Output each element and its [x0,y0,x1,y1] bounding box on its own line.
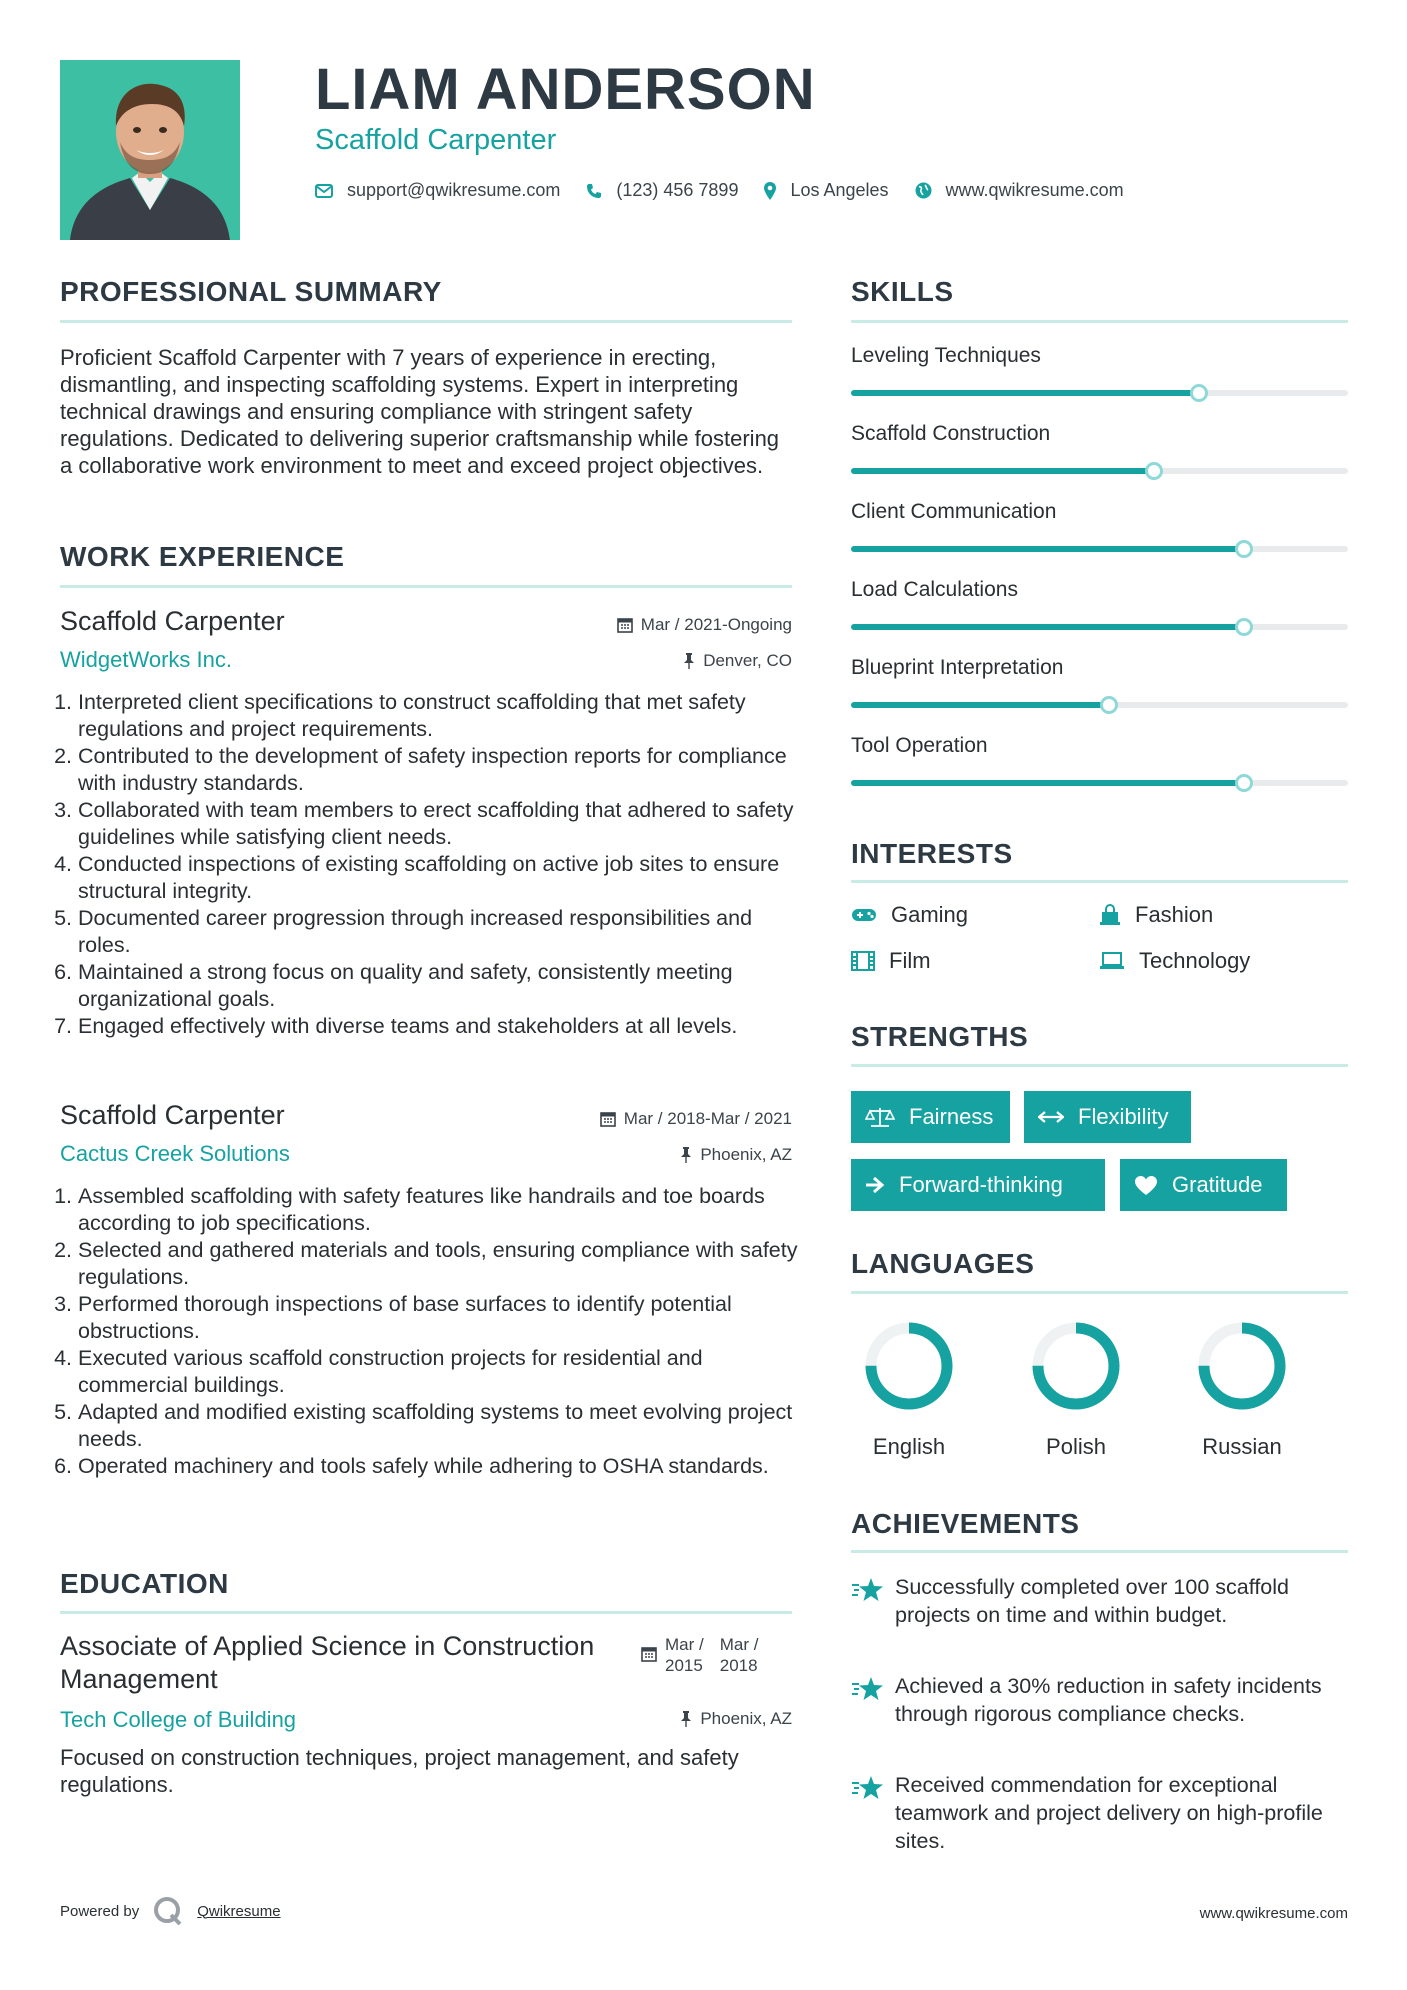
strengths-divider [851,1064,1348,1067]
strength-label: Flexibility [1078,1104,1169,1129]
language-item [1182,1318,1302,1460]
globe-icon [915,182,932,199]
job-date [540,1109,792,1129]
interest-item [851,902,968,928]
profile-photo [60,60,240,240]
footer-branding [60,1896,281,1926]
achievement-text: Successfully completed over 100 scaffold projects on time and within budget. [895,1575,1289,1627]
education-location-text: Phoenix, AZ [700,1709,792,1728]
strengths-heading: STRENGTHS [851,1021,1029,1052]
star-icon [851,1573,895,1629]
brand-link[interactable]: Qwikresume [197,1902,281,1920]
list-item: 1. Assembled scaffolding with safety features like handrails and toe boards according to job specifications. [78,1183,800,1237]
interest-item [1099,948,1250,974]
list-item: 3. Collaborated with team members to erect scaffolding that adhered to safety guidelines while satisfying client needs. [78,797,800,851]
job-duties-list [60,1183,800,1480]
skill-bar-knob [1190,384,1208,402]
strength-label: Fairness [909,1104,994,1129]
skills-divider [851,320,1348,323]
language-level-ring [1194,1318,1290,1414]
achievement-item [851,1672,1351,1728]
skill-label: Leveling Techniques [851,344,1041,367]
list-item: 4. Conducted inspections of existing scaffolding on active job sites to ensure structural integrity. [78,851,800,905]
interest-label: Fashion [1135,902,1214,927]
skill-label: Client Communication [851,500,1057,523]
calendar-icon [600,1111,616,1127]
powered-by-text: Powered by [60,1902,140,1920]
education-end [720,1634,759,1676]
list-item: 7. Engaged effectively with diverse teams and stakeholders at all levels. [78,1013,800,1040]
language-level-ring [861,1318,957,1414]
achievement-item [851,1573,1351,1629]
achievements-divider [851,1550,1348,1553]
phone-text: (123) 456 7899 [616,180,739,200]
work-divider [60,585,792,588]
interest-item [851,948,931,974]
phone-icon [586,183,602,199]
skill-bar [851,702,1348,708]
qwikresume-logo-icon [153,1896,183,1926]
email-text: support@qwikresume.com [347,180,561,200]
start-year: 2015 [665,1656,703,1675]
list-item: 5. Adapted and modified existing scaffolding systems to meet evolving project needs. [78,1399,800,1453]
star-icon [851,1771,895,1855]
company-name: WidgetWorks Inc. [60,647,232,672]
skills-heading: SKILLS [851,276,954,307]
job-title: Scaffold Carpenter [60,1100,285,1130]
job-duties-list [60,689,800,1040]
end-year: 2018 [719,1656,758,1675]
list-item: 6. Maintained a strong focus on quality and safety, consistently meeting organizational goals. [78,959,800,1013]
skill-bar [851,546,1348,552]
job-location-text: Phoenix, AZ [700,1145,792,1164]
list-item: 3. Performed thorough inspections of base surfaces to identify potential obstructions. [78,1291,800,1345]
strength-chip [1024,1091,1191,1143]
footer-website[interactable]: www.qwikresume.com [1199,1905,1348,1922]
website-text: www.qwikresume.com [945,180,1124,200]
skill-bar [851,468,1348,474]
language-level-ring [1028,1318,1124,1414]
education-divider [60,1611,792,1614]
education-description: Focused on construction techniques, project management, and safety regulations. [60,1745,739,1797]
skill-bar-fill [851,702,1109,708]
strength-label: Gratitude [1172,1172,1263,1197]
language-label: Russian [1202,1434,1282,1459]
interest-item [1099,902,1213,928]
strength-label: Forward-thinking [899,1172,1063,1197]
language-label: English [872,1434,946,1459]
achievement-text: Achieved a 30% reduction in safety incidents through rigorous compliance checks. [895,1674,1322,1726]
skill-bar-knob [1235,774,1253,792]
skill-bar-fill [851,624,1244,630]
contact-location [764,180,888,201]
language-label: Polish [1046,1434,1106,1459]
job-title: Scaffold Carpenter [60,606,285,636]
languages-divider [851,1291,1348,1294]
contact-website[interactable] [915,180,1124,201]
calendar-icon [617,617,633,633]
skill-label: Blueprint Interpretation [851,656,1064,679]
calendar-icon [641,1634,657,1676]
job-date-text: Mar / 2021-Ongoing [640,615,792,634]
skill-label: Tool Operation [851,734,988,757]
pushpin-icon [683,653,695,669]
film-icon [851,951,875,971]
strength-chip [851,1159,1105,1211]
skill-bar-knob [1235,618,1253,636]
candidate-role: Scaffold Carpenter [315,124,557,156]
degree-title: Associate of Applied Science in Construction Management [60,1631,595,1694]
interests-heading: INTERESTS [851,838,1013,869]
summary-divider [60,320,792,323]
education-dates [641,1634,774,1676]
job-date-text: Mar / 2018-Mar / 2021 [623,1109,792,1128]
strength-chip [851,1091,1010,1143]
end-month: Mar / [719,1635,759,1654]
pushpin-icon [680,1711,692,1727]
work-heading: WORK EXPERIENCE [60,541,345,572]
contact-email[interactable] [315,180,560,201]
contact-phone[interactable] [586,180,738,201]
interest-label: Film [889,948,931,973]
arrow-right-icon [865,1176,885,1194]
star-icon [851,1672,895,1728]
list-item: 2. Selected and gathered materials and tools, ensuring compliance with safety regulations. [78,1237,800,1291]
pushpin-icon [680,1147,692,1163]
job-location [540,651,792,671]
skill-bar-knob [1145,462,1163,480]
summary-text: Proficient Scaffold Carpenter with 7 years of experience in erecting, dismantling, and inspecting scaffolding systems. Expert in interpreting technical drawings and ensuring compliance with stringent safety regulations. Dedicated to delivering superior craftsmanship while fostering a collaborative work environment to meet and exceed project objectives. [60,345,780,478]
laptop-icon [1099,952,1125,970]
skill-bar-fill [851,546,1244,552]
languages-heading: LANGUAGES [851,1248,1035,1279]
balance-scale-icon [865,1106,895,1128]
interest-label: Gaming [891,902,969,927]
location-text: Los Angeles [790,180,889,200]
candidate-name: LIAM ANDERSON [315,57,816,122]
list-item: 1. Interpreted client specifications to construct scaffolding that met safety regulations and project requirements. [78,689,800,743]
interest-label: Technology [1139,948,1251,973]
achievements-heading: ACHIEVEMENTS [851,1508,1080,1539]
education-location [540,1709,792,1729]
contact-bar [315,180,1150,201]
heart-icon [1134,1175,1158,1196]
language-item [849,1318,969,1460]
list-item: 2. Contributed to the development of safety inspection reports for compliance with industry standards. [78,743,800,797]
skill-bar [851,390,1348,396]
map-pin-icon [764,182,776,200]
company-name: Cactus Creek Solutions [60,1141,290,1166]
skill-label: Load Calculations [851,578,1018,601]
strength-chip [1120,1159,1287,1211]
gamepad-icon [851,907,877,923]
education-heading: EDUCATION [60,1568,229,1599]
skill-label: Scaffold Construction [851,422,1051,445]
interests-divider [851,880,1348,883]
skill-bar [851,624,1348,630]
list-item: 4. Executed various scaffold construction projects for residential and commercial buildings. [78,1345,800,1399]
achievement-text: Received commendation for exceptional teamwork and project delivery on high-profile sites. [895,1773,1323,1853]
skill-bar-fill [851,390,1199,396]
skill-bar [851,780,1348,786]
job-location-text: Denver, CO [703,651,792,670]
skill-bar-fill [851,780,1244,786]
education-start [665,1634,704,1676]
job-date [540,615,792,635]
arrows-horizontal-icon [1038,1110,1064,1124]
list-item: 5. Documented career progression through increased responsibilities and roles. [78,905,800,959]
skill-bar-fill [851,468,1154,474]
summary-heading: PROFESSIONAL SUMMARY [60,276,442,307]
job-location [540,1145,792,1165]
envelope-icon [315,184,333,198]
list-item: 6. Operated machinery and tools safely while adhering to OSHA standards. [78,1453,800,1480]
school-name: Tech College of Building [60,1707,297,1732]
shopping-bag-icon [1099,904,1121,926]
achievement-item [851,1771,1351,1855]
start-month: Mar / [665,1635,704,1654]
skill-bar-knob [1100,696,1118,714]
skill-bar-knob [1235,540,1253,558]
language-item [1016,1318,1136,1460]
